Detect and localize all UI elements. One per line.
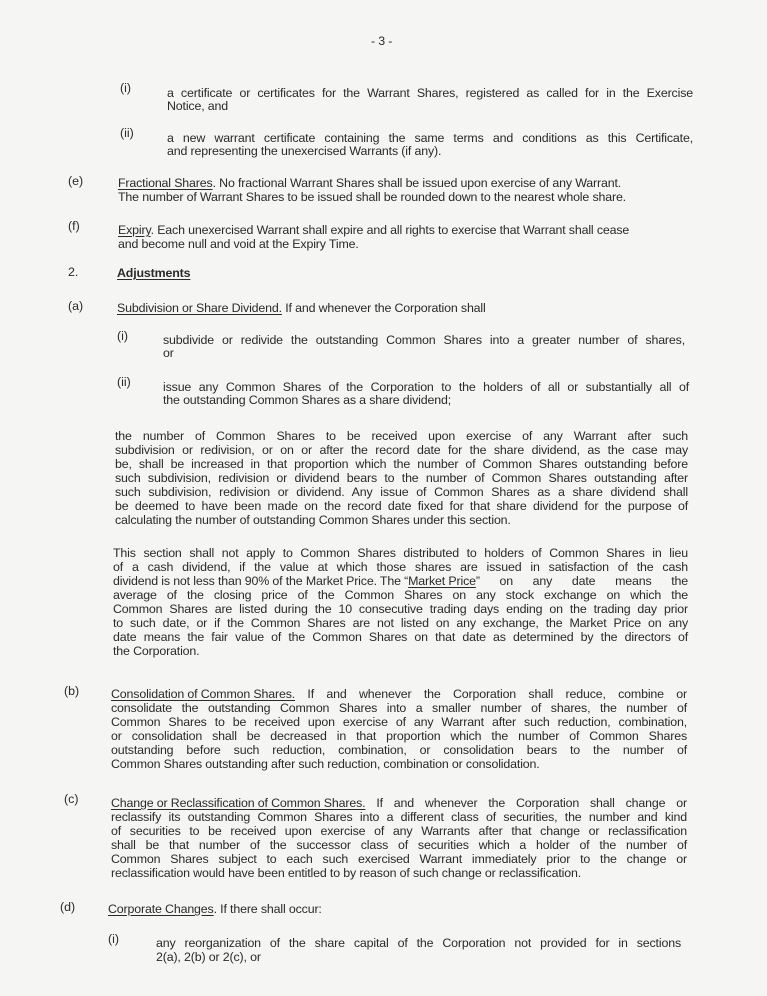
section-heading: Corporate Changes xyxy=(108,902,214,916)
section-label: (d) xyxy=(60,900,76,914)
section-label: (e) xyxy=(68,174,84,188)
section-text: of securities to be received upon exercise of any Warrants after that change or reclassification xyxy=(111,824,687,838)
paragraph-line: to such date, or if the Common Shares are not listed on any exchange, the Market Price on any xyxy=(113,616,688,630)
paragraph-line: of a cash dividend, if the value at which those shares are issued in satisfaction of the cash xyxy=(113,560,688,574)
section-text xyxy=(111,796,687,810)
section-heading: Subdivision or Share Dividend. xyxy=(117,301,282,315)
section-text-line: If and whenever the Corporation shall change or xyxy=(365,796,687,810)
section-label: (b) xyxy=(64,684,80,698)
section-text: shall be that number of the successor class of securities which a holder of the number of xyxy=(111,838,687,852)
section-text-line: . Each unexercised Warrant shall expire and all rights to exercise that Warrant shall cease xyxy=(150,223,630,237)
item-text: a certificate or certificates for the Warrant Shares, registered as called for in the Exercise xyxy=(167,86,693,100)
item-label: (i) xyxy=(108,932,120,946)
page-number: - 3 - xyxy=(371,34,393,48)
paragraph-line: such subdivision, redivision or dividend. Any issue of Common Shares as a share dividend shall xyxy=(115,485,688,499)
paragraph-text: ” on any date means the xyxy=(475,574,688,588)
section-text xyxy=(118,176,621,190)
item-text: 2(a), 2(b) or 2(c), or xyxy=(156,950,261,964)
section-heading: Expiry xyxy=(118,223,151,237)
section-text-line: If and whenever the Corporation shall reduce, combine or xyxy=(295,687,687,701)
section-text: or consolidation shall be decreased in that proportion which the number of Common Shares xyxy=(111,729,687,743)
item-text: a new warrant certificate containing the same terms and conditions as this Certificate, xyxy=(167,131,693,145)
section-text: reclassification would have been entitled to by reason of such change or reclassification. xyxy=(111,866,582,880)
section-text-line: . If there shall occur: xyxy=(213,902,322,916)
paragraph-line: such subdivision, redivision or dividend bears to the number of Common Shares outstanding after xyxy=(115,471,688,485)
section-text: Common Shares to be received upon exercise of any Warrant after such reduction, combination, xyxy=(111,715,687,729)
item-text: issue any Common Shares of the Corporation to the holders of all or substantially all of xyxy=(163,380,689,394)
paragraph-line: Common Shares are listed during the 10 consecutive trading days ending on the trading day prior xyxy=(113,602,688,616)
section-text-line: . No fractional Warrant Shares shall be issued upon exercise of any Warrant. xyxy=(212,176,622,190)
section-label: (a) xyxy=(68,299,84,313)
item-label: (ii) xyxy=(117,375,131,389)
item-text: or xyxy=(163,346,174,360)
section-heading: Change or Reclassification of Common Shares. xyxy=(111,796,366,810)
paragraph-line: be deemed to have been made on the record date fixed for that share dividend for the purpose of xyxy=(115,499,688,513)
section-text: Common Shares outstanding after such reduction, combination or consolidation. xyxy=(111,757,540,771)
section-text: consolidate the outstanding Common Shares into a smaller number of shares, the number of xyxy=(111,701,687,715)
section-text: reclassify its outstanding Common Shares into a different class of securities, the number and kind xyxy=(111,810,687,824)
paragraph-line: the Corporation. xyxy=(113,644,200,658)
section-heading: Fractional Shares xyxy=(118,176,213,190)
section-text xyxy=(111,687,687,701)
paragraph-line: This section shall not apply to Common Shares distributed to holders of Common Shares in lieu xyxy=(113,546,688,560)
section-number: 2. xyxy=(68,265,79,279)
paragraph-line xyxy=(113,574,688,588)
paragraph-line: be, shall be increased in that proportion which the number of Common Shares outstanding before xyxy=(115,457,688,471)
item-text: Notice, and xyxy=(167,99,229,113)
item-text: subdivide or redivide the outstanding Common Shares into a greater number of shares, xyxy=(163,333,685,347)
defined-term-market-price: Market Price xyxy=(408,574,476,588)
section-text: outstanding before such reduction, combination, or consolidation bears to the number of xyxy=(111,743,687,757)
section-text: The number of Warrant Shares to be issued shall be rounded down to the nearest whole share. xyxy=(118,190,626,204)
item-text: and representing the unexercised Warrants (if any). xyxy=(167,144,442,158)
section-text-line: If and whenever the Corporation shall xyxy=(281,301,486,315)
item-text: the outstanding Common Shares as a share dividend; xyxy=(163,393,451,407)
paragraph-line: the number of Common Shares to be received upon exercise of any Warrant after such xyxy=(115,429,688,443)
section-label: (c) xyxy=(64,792,79,806)
item-label: (i) xyxy=(120,81,132,95)
item-label: (i) xyxy=(117,329,129,343)
paragraph-line: subdivision or redivision, or on or after the record date for the share dividend, as the case may xyxy=(115,443,688,457)
section-text: Common Shares subject to each such exercised Warrant immediately prior to the change or xyxy=(111,852,687,866)
section-heading: Consolidation of Common Shares. xyxy=(111,687,296,701)
paragraph-text: dividend is not less than 90% of the Market Price. The “ xyxy=(113,574,409,588)
section-title: Adjustments xyxy=(117,266,191,280)
paragraph-line: date means the fair value of the Common Shares on that date as determined by the directors of xyxy=(113,630,688,644)
section-text xyxy=(118,223,629,237)
paragraph-line: average of the closing price of the Common Shares on any stock exchange on which the xyxy=(113,588,688,602)
item-text: any reorganization of the share capital of the Corporation not provided for in sections xyxy=(156,936,681,950)
section-text xyxy=(108,902,322,916)
item-label: (ii) xyxy=(120,126,134,140)
section-label: (f) xyxy=(68,219,80,233)
section-text xyxy=(117,301,486,315)
section-text: and become null and void at the Expiry Time. xyxy=(118,237,359,251)
paragraph-line: calculating the number of outstanding Common Shares under this section. xyxy=(115,513,511,527)
